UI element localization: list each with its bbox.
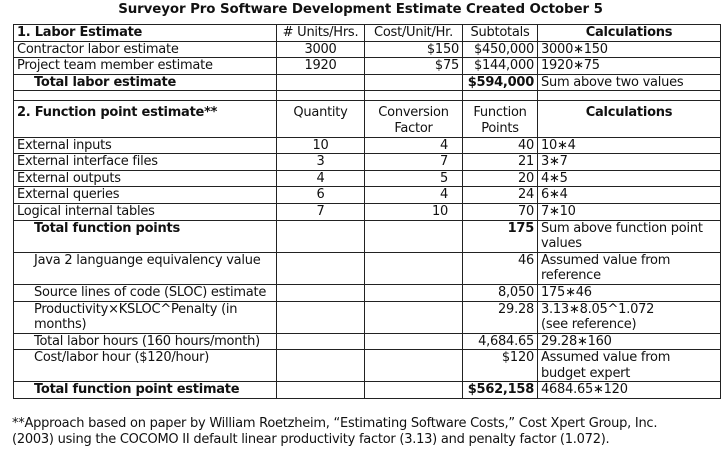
- empty-cell: [365, 382, 463, 399]
- footnote-line-2: (2003) using the COCOMO II default linear productivity factor (3.13) and penalty factor (1.072).: [12, 432, 610, 447]
- empty-cell: [277, 301, 365, 333]
- quantity-value: 10: [277, 137, 365, 154]
- calculation-value: 4684.65∗120: [538, 382, 721, 399]
- calculation-value: 3∗7: [538, 154, 721, 171]
- table-row: [14, 187, 721, 204]
- points-value: 46: [463, 252, 538, 284]
- points-value: 4,684.65: [463, 333, 538, 350]
- factor-value: 4: [365, 187, 463, 204]
- spacer-row: [14, 91, 721, 101]
- row-label: External queries: [14, 187, 277, 204]
- factor-value: 5: [365, 170, 463, 187]
- points-value: $562,158: [463, 382, 538, 399]
- row-label: External inputs: [14, 137, 277, 154]
- row-label: Source lines of code (SLOC) estimate: [14, 284, 277, 301]
- function-point-header-row: [14, 101, 721, 137]
- cost-value: $150: [365, 41, 463, 58]
- row-label: Productivity×KSLOC^Penalty (in months): [14, 301, 277, 333]
- empty-cell: [365, 91, 463, 101]
- points-value: 40: [463, 137, 538, 154]
- calculation-value: 175∗46: [538, 284, 721, 301]
- labor-total-row: [14, 74, 721, 91]
- function-points-header: Function Points: [463, 101, 538, 137]
- calculation-value: Sum above function point values: [538, 220, 721, 252]
- quantity-value: 4: [277, 170, 365, 187]
- calculations-header: Calculations: [538, 25, 721, 42]
- calculation-value: Sum above two values: [538, 74, 721, 91]
- empty-cell: [365, 252, 463, 284]
- table-row: [14, 170, 721, 187]
- empty-cell: [365, 284, 463, 301]
- row-label: Total labor hours (160 hours/month): [14, 333, 277, 350]
- row-label: Contractor labor estimate: [14, 41, 277, 58]
- points-value: 70: [463, 203, 538, 220]
- factor-value: 4: [365, 137, 463, 154]
- row-label: External outputs: [14, 170, 277, 187]
- calculation-value: 29.28∗160: [538, 333, 721, 350]
- calculation-value: 10∗4: [538, 137, 721, 154]
- row-label: Project team member estimate: [14, 58, 277, 75]
- points-value: $120: [463, 350, 538, 382]
- calculation-value: 4∗5: [538, 170, 721, 187]
- empty-cell: [365, 220, 463, 252]
- units-header: # Units/Hrs.: [277, 25, 365, 42]
- page-title: Surveyor Pro Software Development Estimate Created October 5: [118, 2, 603, 17]
- table-row: [14, 137, 721, 154]
- points-value: 175: [463, 220, 538, 252]
- empty-cell: [463, 91, 538, 101]
- subtotal-value: $594,000: [463, 74, 538, 91]
- footnote-line-1: **Approach based on paper by William Roetzheim, “Estimating Software Costs,” Cost Xpert Group, Inc.: [12, 416, 658, 431]
- empty-cell: [365, 301, 463, 333]
- subtotals-header: Subtotals: [463, 25, 538, 42]
- empty-cell: [277, 74, 365, 91]
- quantity-value: 3: [277, 154, 365, 171]
- points-value: 24: [463, 187, 538, 204]
- empty-cell: [277, 91, 365, 101]
- empty-cell: [277, 252, 365, 284]
- calculation-value: [538, 301, 721, 333]
- empty-cell: [277, 220, 365, 252]
- calculation-value: Assumed value from budget expert: [538, 350, 721, 382]
- empty-cell: [14, 91, 277, 101]
- empty-cell: [277, 284, 365, 301]
- factor-value: 7: [365, 154, 463, 171]
- units-value: 1920: [277, 58, 365, 75]
- row-label: Logical internal tables: [14, 203, 277, 220]
- table-row: [14, 203, 721, 220]
- calculation-value: 6∗4: [538, 187, 721, 204]
- labor-hours-row: [14, 333, 721, 350]
- row-label: Java 2 languange equivalency value: [14, 252, 277, 284]
- calculation-value: 7∗10: [538, 203, 721, 220]
- empty-cell: [538, 91, 721, 101]
- row-label: External interface files: [14, 154, 277, 171]
- total-function-points-row: [14, 220, 721, 252]
- quantity-value: 6: [277, 187, 365, 204]
- table-row: [14, 154, 721, 171]
- estimate-table: [13, 24, 721, 399]
- calculation-value: 1920∗75: [538, 58, 721, 75]
- empty-cell: [277, 382, 365, 399]
- table-row: [14, 58, 721, 75]
- function-point-section-heading: 2. Function point estimate**: [14, 101, 277, 137]
- points-value: 8,050: [463, 284, 538, 301]
- units-value: 3000: [277, 41, 365, 58]
- empty-cell: [365, 333, 463, 350]
- labor-header-row: [14, 25, 721, 42]
- points-value: 29.28: [463, 301, 538, 333]
- points-value: 21: [463, 154, 538, 171]
- points-value: 20: [463, 170, 538, 187]
- calculations-header: Calculations: [538, 101, 721, 137]
- quantity-value: 7: [277, 203, 365, 220]
- row-label: Cost/labor hour ($120/hour): [14, 350, 277, 382]
- cost-value: $75: [365, 58, 463, 75]
- java-equivalency-row: [14, 252, 721, 284]
- row-label: Total function points: [14, 220, 277, 252]
- factor-value: 10: [365, 203, 463, 220]
- productivity-row: [14, 301, 721, 333]
- footnote: [12, 416, 721, 448]
- empty-cell: [365, 74, 463, 91]
- calculation-line-1: 3.13∗8.05^1.072: [541, 301, 655, 317]
- subtotal-value: $450,000: [463, 41, 538, 58]
- total-function-point-estimate-row: [14, 382, 721, 399]
- row-label: Total labor estimate: [14, 74, 277, 91]
- cost-per-hour-row: [14, 350, 721, 382]
- empty-cell: [277, 350, 365, 382]
- cost-header: Cost/Unit/Hr.: [365, 25, 463, 42]
- row-label: Total function point estimate: [14, 382, 277, 399]
- empty-cell: [277, 333, 365, 350]
- empty-cell: [365, 350, 463, 382]
- sloc-row: [14, 284, 721, 301]
- quantity-header: Quantity: [277, 101, 365, 137]
- conversion-factor-header: Conversion Factor: [365, 101, 463, 137]
- calculation-value: Assumed value from reference: [538, 252, 721, 284]
- subtotal-value: $144,000: [463, 58, 538, 75]
- calculation-line-2: (see reference): [541, 317, 637, 333]
- table-row: [14, 41, 721, 58]
- calculation-value: 3000∗150: [538, 41, 721, 58]
- labor-section-heading: 1. Labor Estimate: [14, 25, 277, 42]
